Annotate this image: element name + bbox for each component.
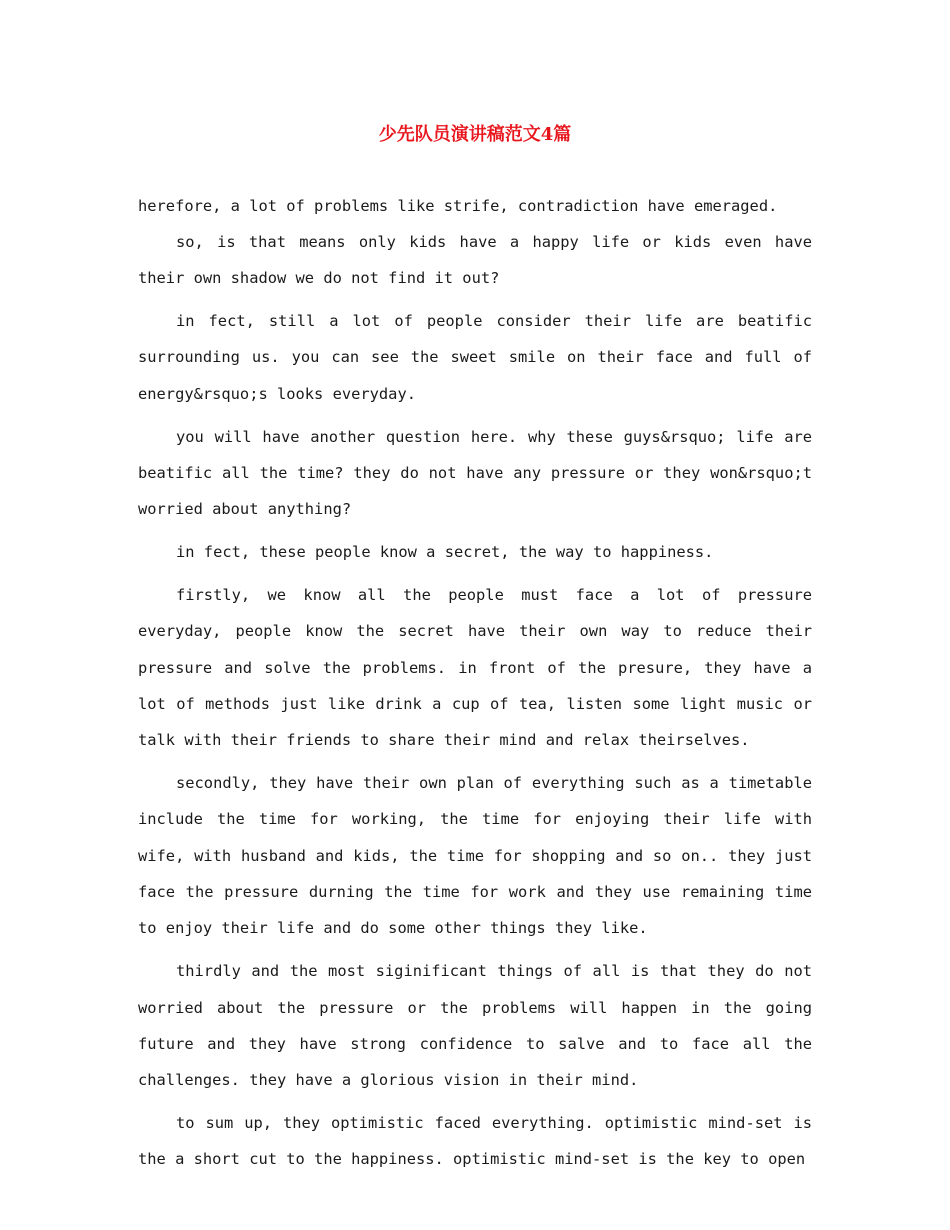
paragraph-8: thirdly and the most siginificant things of all is that they do not worried about the pressure or the problems will happen in the going future and they have strong confidence to salve and to face all the challenges. they have a glorious vision in their mind. xyxy=(138,962,812,1090)
paragraph-6: firstly, we know all the people must face a lot of pressure everyday, people know the secret have their own way to reduce their pressure and solve the problems. in front of the presure, they have a lot of methods just like drink a cup of tea, listen some light music or talk with their friends to share their mind and relax theirselves. xyxy=(138,586,812,750)
paragraph-7: secondly, they have their own plan of everything such as a timetable include the time for working, the time for enjoying their life with wife, with husband and kids, the time for shopping and so on.. they just face the pressure durning the time for work and they use remaining time to enjoy their life and do some other things they like. xyxy=(138,774,812,938)
paragraph-3: in fect, still a lot of people consider their life are beatific surrounding us. you can see the sweet smile on their face and full of energy&rsquo;s looks everyday. xyxy=(138,312,812,403)
paragraph-9: to sum up, they optimistic faced everything. optimistic mind-set is the a short cut to the happiness. optimistic mind-set is the key to open xyxy=(138,1113,812,1169)
document-title: 少先队员演讲稿范文4篇 xyxy=(378,124,572,145)
document-body xyxy=(138,192,812,1184)
paragraph-4: you will have another question here. why these guys&rsquo; life are beatific all the time? they do not have any pressure or they won&rsquo;t worried about anything? xyxy=(138,427,812,519)
paragraph-1: herefore, a lot of problems like strife, contradiction have emeraged. xyxy=(138,197,778,215)
paragraph-2: so, is that means only kids have a happy life or kids even have their own shadow we do not find it out? xyxy=(138,233,812,288)
paragraph-5: in fect, these people know a secret, the way to happiness. xyxy=(176,543,714,562)
